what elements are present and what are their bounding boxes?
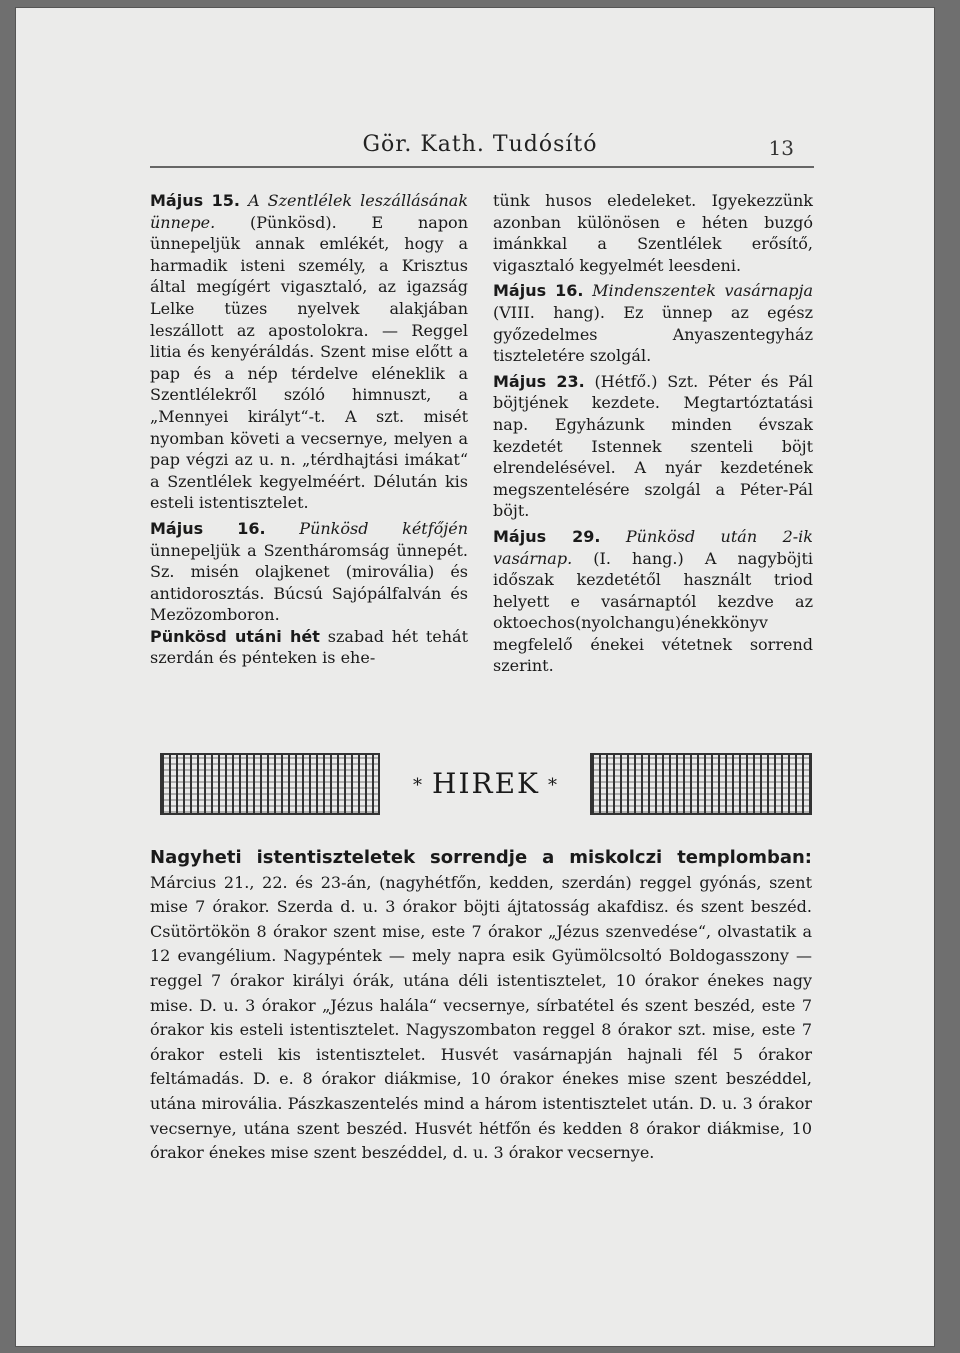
- entry-title: Mindenszentek vasárnapja: [592, 281, 814, 301]
- banner-ornament-right: [590, 753, 812, 815]
- page-header: [0, 128, 960, 168]
- page-number: 13: [768, 136, 794, 160]
- entry-text: tünk husos eledeleket. Igyekezzünk azonban különösen e héten buzgó imánkkal a Szentlélek erősítő, vigasztaló kegyelmét leesdeni.: [493, 191, 813, 275]
- star-icon: *: [413, 774, 425, 796]
- entry-text: (Hétfő.) Szt. Péter és Pál böjtjének kezdete. Megtartóztatási nap. Egyházunk minden évszak kezdetét Istennek szenteli böjt elrendelésével. A nyár kezdetének megszentelésére szolgál a Péter-Pál böjt.: [493, 371, 814, 521]
- entry-date: Május 23.: [493, 371, 585, 391]
- entry-date: Május 29.: [493, 526, 601, 546]
- entry-may-23: [493, 371, 813, 522]
- entry-may-15: [150, 190, 468, 514]
- news-lead: Nagyheti istentiszteletek sorrendje a miskolczi templomban:: [150, 847, 812, 868]
- entry-text: (Pünkösd). E napon ünnepeljük annak emlékét, hogy a harmadik isteni személy, a Krisztus által megígért vigasztaló, az igazság Lelke tüzes nyelvek alakjában leszállott az apostolokra. — Reggel litia és kenyéráldás. Szent mise előtt a pap és a nép térdelve eléneklik a Szentlélekről szóló himnuszt, a „Mennyei királyt“-t. A szt. misét nyomban követi a vecsernye, melyen a pap végzi az u. n. „térdhajtási imákat“ a Szentlélek kegyelméért. Délután kis esteli istentisztelet.: [150, 212, 468, 513]
- entry-date: Május 15.: [150, 191, 240, 210]
- left-column: [150, 190, 468, 669]
- banner-heading: [382, 753, 590, 815]
- news-text: Március 21., 22. és 23-án, (nagyhétfőn, kedden, szerdán) reggel gyónás, szent mise 7 órakor. Szerda d. u. 3 órakor böjti ájtatosság akafdisz. és szent beszéd. Csütörtökön 8 órakor szent mise, este 7 órakor „Jézus szenvedése“, olvastatik a 12 evangélium. Nagypéntek — mely napra esik Gyümölcsoltó Boldogasszony — reggel 7 órakor királyi órák, utána déli istentisztelet, 10 órakor énekes nagy mise. D. u. 3 órakor „Jézus halála“ vecsernye, sírbatétel és szent beszéd, este 7 órakor kis esteli istentisztelet. Nagyszombaton reggel 8 órakor szt. mise, este 7 órakor esteli kis istentisztelet. Husvét vasárnapján hajnali fél 5 órakor feltámadás. D. e. 8 órakor diákmise, 10 órakor énekes mise szent beszéddel, utána mirovália. Pászkaszentelés mind a három istentisztelet után. D. u. 3 órakor vecsernye, utána szent beszéd. Husvét hétfőn és kedden 8 órakor diákmise, 10 órakor énekes mise szent beszéddel, d. u. 3 órakor vecsernye.: [150, 872, 812, 1163]
- entry-date: Pünkösd utáni hét: [150, 626, 320, 646]
- periodical-title: Gör. Kath. Tudósító: [362, 132, 598, 157]
- header-rule: [150, 166, 814, 168]
- right-column: [493, 190, 813, 677]
- entry-pentecost-week: [150, 626, 468, 669]
- entry-date: Május 16.: [150, 518, 266, 538]
- entry-title: A Szentlélek leszállásának ünnepe.: [150, 191, 469, 232]
- star-icon: *: [547, 774, 559, 796]
- news-article: [150, 846, 812, 1166]
- entry-text: (I. hang.) A nagyböjti időszak kezdetétől használt triod helyett e vasárnaptól kezdve az oktoechos(nyolchangu)énekkönyv megfelelő énekei vétetnek sorrend szerint.: [493, 548, 813, 676]
- entry-text: szabad hét tehát szerdán és pénteken is ehe-: [150, 626, 469, 668]
- entry-title: Pünkösd után 2-ik vasárnap.: [493, 526, 813, 568]
- entry-may-16: [150, 518, 468, 626]
- entry-continuation: [493, 190, 813, 276]
- news-banner: [160, 753, 812, 815]
- entry-text: (VIII. hang). Ez ünnep az egész győzedelmes Anyaszentegyház tiszteletére szolgál.: [493, 302, 813, 366]
- entry-title: Pünkösd kétfőjén: [299, 518, 469, 538]
- banner-title: HIREK: [432, 767, 540, 800]
- entry-text: ünnepeljük a Szentháromság ünnepét. Sz. misén olajkenet (mirovália) és antidorosztás. Búcsú Sajópálfalván és Mezözomboron.: [150, 540, 468, 625]
- entry-may-16-all-saints: [493, 280, 813, 366]
- banner-ornament-left: [160, 753, 380, 815]
- entry-date: Május 16.: [493, 281, 584, 301]
- entry-may-29: [493, 526, 813, 677]
